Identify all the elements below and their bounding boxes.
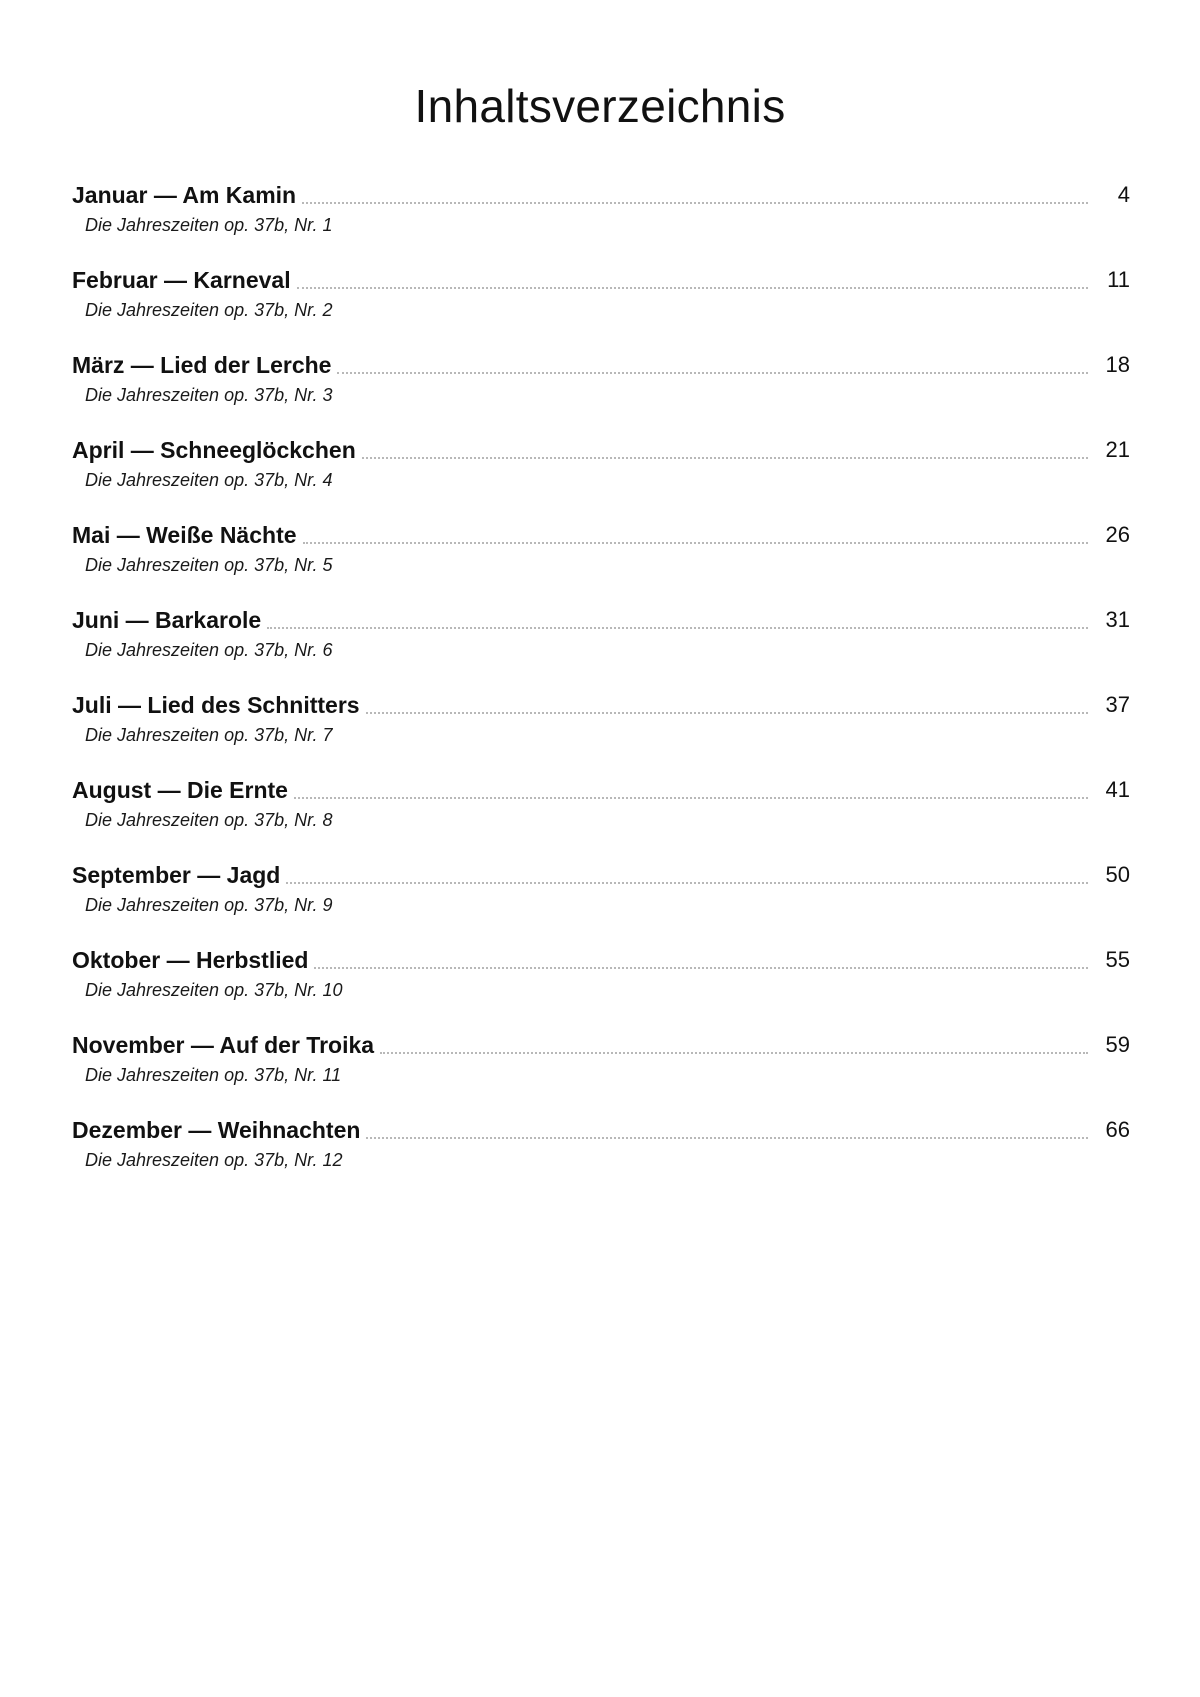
toc-entry-subtitle: Die Jahreszeiten op. 37b, Nr. 2 <box>85 300 333 320</box>
toc-entry[interactable] <box>72 1114 1130 1199</box>
toc-entry[interactable] <box>72 349 1130 434</box>
dot-leader <box>380 1052 1088 1054</box>
page-title: Inhaltsverzeichnis <box>414 80 786 132</box>
toc-entry-title: April — Schneeglöckchen <box>72 437 356 463</box>
toc-entry-row <box>72 859 1130 891</box>
toc-entry[interactable] <box>72 1029 1130 1114</box>
toc-entry-row <box>72 519 1130 551</box>
toc-entry-subtitle: Die Jahreszeiten op. 37b, Nr. 1 <box>85 215 333 235</box>
toc-entry-subtitle: Die Jahreszeiten op. 37b, Nr. 8 <box>85 810 333 830</box>
toc-entry[interactable] <box>72 179 1130 264</box>
dot-leader <box>267 627 1088 629</box>
toc-entry-row <box>72 1114 1130 1146</box>
toc-page-number: 4 <box>1117 182 1130 207</box>
toc-entry-row <box>72 689 1130 721</box>
toc-entry-title: Dezember — Weihnachten <box>72 1117 361 1143</box>
toc-page-number: 50 <box>1105 862 1130 887</box>
dot-leader <box>314 967 1088 969</box>
toc-entry-title: Oktober — Herbstlied <box>72 947 309 973</box>
dot-leader <box>366 712 1088 714</box>
toc-entry-row <box>72 774 1130 806</box>
toc-entry-row <box>72 179 1130 211</box>
toc-page-number: 66 <box>1105 1117 1130 1142</box>
toc-entry-row <box>72 264 1130 296</box>
toc-entry-title: Juli — Lied des Schnitters <box>72 692 360 718</box>
toc-entry-row <box>72 944 1130 976</box>
toc-entry[interactable] <box>72 689 1130 774</box>
toc-page-number: 59 <box>1105 1032 1130 1057</box>
dot-leader <box>303 542 1088 544</box>
toc-entry-row <box>72 604 1130 636</box>
dot-leader <box>302 202 1088 204</box>
toc-entry[interactable] <box>72 774 1130 859</box>
toc-entry[interactable] <box>72 434 1130 519</box>
toc-entry[interactable] <box>72 519 1130 604</box>
toc-entry[interactable] <box>72 604 1130 689</box>
dot-leader <box>366 1137 1088 1139</box>
toc-entry-subtitle: Die Jahreszeiten op. 37b, Nr. 9 <box>85 895 333 915</box>
toc-page-number: 37 <box>1105 692 1130 717</box>
toc-entry-title: März — Lied der Lerche <box>72 352 332 378</box>
toc-entry-row <box>72 1029 1130 1061</box>
toc-entry-title: Juni — Barkarole <box>72 607 262 633</box>
dot-leader <box>286 882 1088 884</box>
toc-entry-title: September — Jagd <box>72 862 281 888</box>
dot-leader <box>362 457 1088 459</box>
dot-leader <box>337 372 1088 374</box>
toc-entry-subtitle: Die Jahreszeiten op. 37b, Nr. 5 <box>85 555 333 575</box>
toc-page-number: 31 <box>1105 607 1130 632</box>
toc-entry-title: November — Auf der Troika <box>72 1032 375 1058</box>
toc-entry-row <box>72 434 1130 466</box>
toc-entry[interactable] <box>72 264 1130 349</box>
toc-page-number: 41 <box>1105 777 1130 802</box>
toc-entry-subtitle: Die Jahreszeiten op. 37b, Nr. 4 <box>85 470 333 490</box>
toc-page-number: 55 <box>1105 947 1130 972</box>
toc-entry-subtitle: Die Jahreszeiten op. 37b, Nr. 11 <box>85 1065 342 1085</box>
toc-entry-title: Mai — Weiße Nächte <box>72 522 297 548</box>
table-of-contents <box>72 179 1130 1199</box>
toc-page-number: 11 <box>1107 267 1130 292</box>
toc-entry-row <box>72 349 1130 381</box>
dot-leader <box>294 797 1088 799</box>
toc-entry-subtitle: Die Jahreszeiten op. 37b, Nr. 6 <box>85 640 333 660</box>
toc-entry-title: Februar — Karneval <box>72 267 291 293</box>
toc-page-number: 21 <box>1105 437 1130 462</box>
toc-entry-subtitle: Die Jahreszeiten op. 37b, Nr. 10 <box>85 980 343 1000</box>
toc-entry[interactable] <box>72 944 1130 1029</box>
toc-entry-title: Januar — Am Kamin <box>72 182 297 208</box>
dot-leader <box>297 287 1088 289</box>
toc-entry-subtitle: Die Jahreszeiten op. 37b, Nr. 3 <box>85 385 333 405</box>
toc-entry-title: August — Die Ernte <box>72 777 288 803</box>
toc-entry[interactable] <box>72 859 1130 944</box>
toc-page-number: 26 <box>1105 522 1130 547</box>
toc-entry-subtitle: Die Jahreszeiten op. 37b, Nr. 7 <box>85 725 333 745</box>
toc-entry-subtitle: Die Jahreszeiten op. 37b, Nr. 12 <box>85 1150 343 1170</box>
toc-page-number: 18 <box>1105 352 1130 377</box>
